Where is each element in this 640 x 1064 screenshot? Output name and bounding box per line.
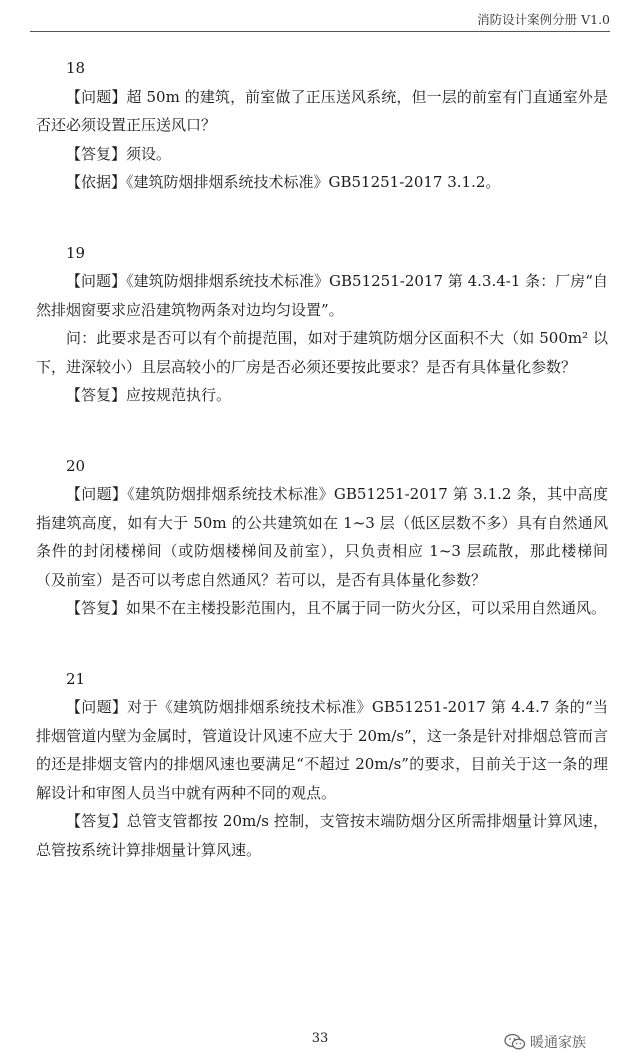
qa-number: 19: [66, 243, 86, 262]
wechat-icon: [504, 1033, 526, 1051]
watermark-text: 暖通家族: [530, 1035, 586, 1051]
qa-question: 【问题】对于《建筑防烟排烟系统技术标准》GB51251-2017 第 4.4.7 条的“当排烟管道内壁为金属时，管道设计风速不应大于 20m/s”，这一条是针对排烟总管而言的还是排烟支管内的排烟风速也要满足“不超过 20m/s”的要求，目前关于这一条的理解设计和审图人员当中就有两种不同的观点。: [36, 698, 608, 802]
qa-answer: 【答复】应按规范执行。: [66, 386, 232, 404]
qa-answer: 【答复】总管支管都按 20m/s 控制，支管按末端防烟分区所需排烟量计算风速，总管按系统计算排烟量计算风速。: [36, 812, 608, 859]
qa-item-18: [36, 54, 608, 197]
document-body: [36, 54, 608, 906]
watermark: [504, 1032, 586, 1052]
header-divider: [30, 31, 610, 32]
qa-item-20: [36, 452, 608, 623]
qa-number: 20: [66, 456, 86, 475]
qa-question-detail: 问：此要求是否可以有个前提范围，如对于建筑防烟分区面积不大（如 500m² 以下，进深较小）且层高较小的厂房是否必须还要按此要求？是否有具体量化参数？: [36, 329, 608, 376]
qa-basis: 【依据】《建筑防烟排烟系统技术标准》GB51251-2017 3.1.2。: [66, 173, 501, 191]
qa-question: 【问题】超 50m 的建筑，前室做了正压送风系统，但一层的前室有门直通室外是否还必须设置正压送风口？: [36, 87, 608, 134]
page-number: 33: [311, 1031, 329, 1046]
qa-number: 21: [66, 669, 86, 688]
document-header: 消防设计案例分册 V1.0: [477, 12, 610, 27]
qa-item-19: [36, 239, 608, 410]
qa-answer: 【答复】如果不在主楼投影范围内，且不属于同一防火分区，可以采用自然通风。: [66, 599, 607, 617]
qa-question: 【问题】《建筑防烟排烟系统技术标准》GB51251-2017 第 4.3.4-1 条：厂房“自然排烟窗要求应沿建筑物两条对边均匀设置”。: [36, 272, 608, 319]
qa-item-21: [36, 665, 608, 865]
qa-number: 18: [66, 59, 86, 77]
qa-answer: 【答复】须设。: [66, 144, 172, 163]
qa-question: 【问题】《建筑防烟排烟系统技术标准》GB51251-2017 第 3.1.2 条，其中高度指建筑高度，如有大于 50m 的公共建筑如在 1~3 层（低区层数不多）具有自然通风条件的封闭楼梯间（或防烟楼梯间及前室），只负责相应 1~3 层疏散，那此楼梯间（及前室）是否可以考虑自然通风？若可以，是否有具体量化参数？: [36, 485, 608, 589]
